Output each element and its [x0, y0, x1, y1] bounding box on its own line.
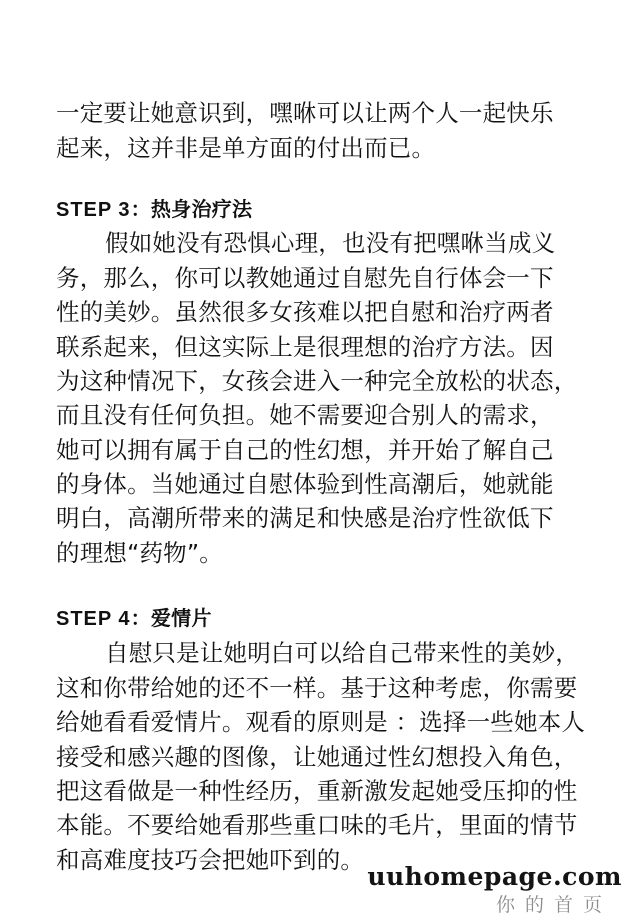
step3-line-10: 的理想“药物”。: [56, 539, 223, 567]
watermark-subtitle: 你的首页: [495, 894, 612, 916]
step3-line-9: 明白，高潮所带来的满足和快感是治疗性欲低下: [56, 504, 554, 532]
step3-line-7: 她可以拥有属于自己的性幻想，并开始了解自己: [56, 436, 554, 464]
step3-line-8: 的身体。当她通过自慰体验到性高潮后，她就能: [56, 470, 554, 498]
step3-line-4: 联系起来，但这实际上是很理想的治疗方法。因: [56, 333, 554, 361]
intro-line-1: 一定要让她意识到，嘿咻可以让两个人一起快乐: [56, 99, 554, 127]
step4-label: STEP 4: [56, 608, 131, 630]
step4-line-7: 和高难度技巧会把她吓到的。: [56, 846, 365, 874]
step3-line-1: 假如她没有恐惧心理，也没有把嘿咻当成义: [105, 229, 556, 257]
step3-title: ：热身治疗法: [130, 197, 253, 221]
step4-title: ：爱情片: [130, 606, 212, 630]
watermark-url: uuhomepage.com: [367, 862, 622, 891]
watermark: [367, 862, 622, 918]
step4-line-1: 自慰只是让她明白可以给自己带来性的美妙，: [105, 639, 579, 667]
step4-line-5: 把这看做是一种性经历，重新激发起她受压抑的性: [56, 777, 578, 805]
step4-heading: [56, 603, 212, 634]
step3-line-6: 而且没有任何负担。她不需要迎合别人的需求，: [56, 401, 554, 429]
step4-line-6: 本能。不要给她看那些重口味的毛片，里面的情节: [56, 811, 578, 839]
step3-line-3: 性的美妙。虽然很多女孩难以把自慰和治疗两者: [56, 298, 554, 326]
step4-line-3: 给她看看爱情片。观看的原则是 ：选择一些她本人: [56, 708, 586, 736]
step3-heading: [56, 194, 252, 225]
intro-line-2: 起来，这并非是单方面的付出而已。: [56, 134, 436, 162]
step4-line-2: 这和你带给她的还不一样。基于这种考虑，你需要: [56, 674, 578, 702]
step4-line-4: 接受和感兴趣的图像，让她通过性幻想投入角色，: [56, 743, 578, 771]
step3-line-5: 为这种情况下，女孩会进入一种完全放松的状态，: [56, 367, 578, 395]
step3-label: STEP 3: [56, 199, 131, 221]
step3-line-2: 务，那么，你可以教她通过自慰先自行体会一下: [56, 264, 554, 292]
